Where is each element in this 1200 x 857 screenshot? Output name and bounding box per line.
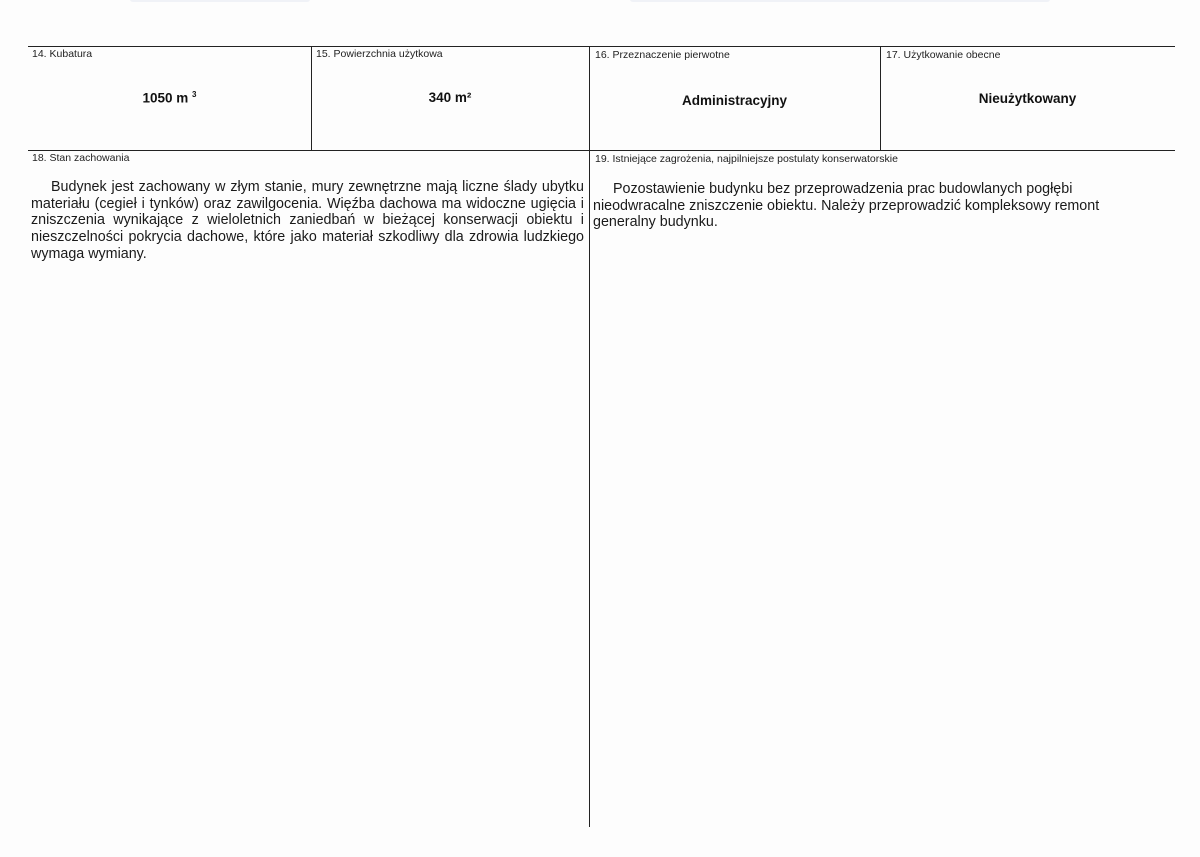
field-19-text: Pozostawienie budynku bez przeprowadzenia prac budowlanych pogłębi nieodwracalne zniszczenie obiektu. Należy przeprowadzić kompleksowy remont generalny budynku. [593,181,1100,231]
field-15-label: 15. Powierzchnia użytkowa [316,48,443,60]
field-19-label: 19. Istniejące zagrożenia, najpilniejsze postulaty konserwatorskie [595,153,898,165]
field-15-value: 340 m² [428,90,472,105]
field-14-value-exponent: 3 [192,90,197,99]
field-17-label: 17. Użytkowanie obecne [886,49,1001,61]
top-edge-mark-left [130,0,310,2]
field-16-label: 16. Przeznaczenie pierwotne [595,49,730,61]
field-16-value: Administracyjny [681,93,788,108]
column-divider-center [589,46,590,827]
table-top-border [28,46,1175,47]
field-14-label: 14. Kubatura [32,48,93,60]
field-17-value: Nieużytkowany [978,91,1077,106]
top-edge-mark-right [630,0,1050,2]
row-divider [28,150,1175,151]
field-18-text: Budynek jest zachowany w złym stanie, mury zewnętrzne mają liczne ślady ubytku materiału (cegieł i tynków) oraz zawilgocenia. Więźba dachowa ma widoczne ugięcia i zniszczenia wynikające z wieloletnich zaniedbań w bieżącej konserwacji obiektu i nieszczelności pokrycia dachowe, które jako materiał szkodliwy dla zdrowia ludzkiego wymaga wymiany. [31,179,584,262]
field-18-label: 18. Stan zachowania [32,152,130,164]
field-14-value-text: 1050 m [142,90,189,106]
field-14-value [28,90,311,106]
